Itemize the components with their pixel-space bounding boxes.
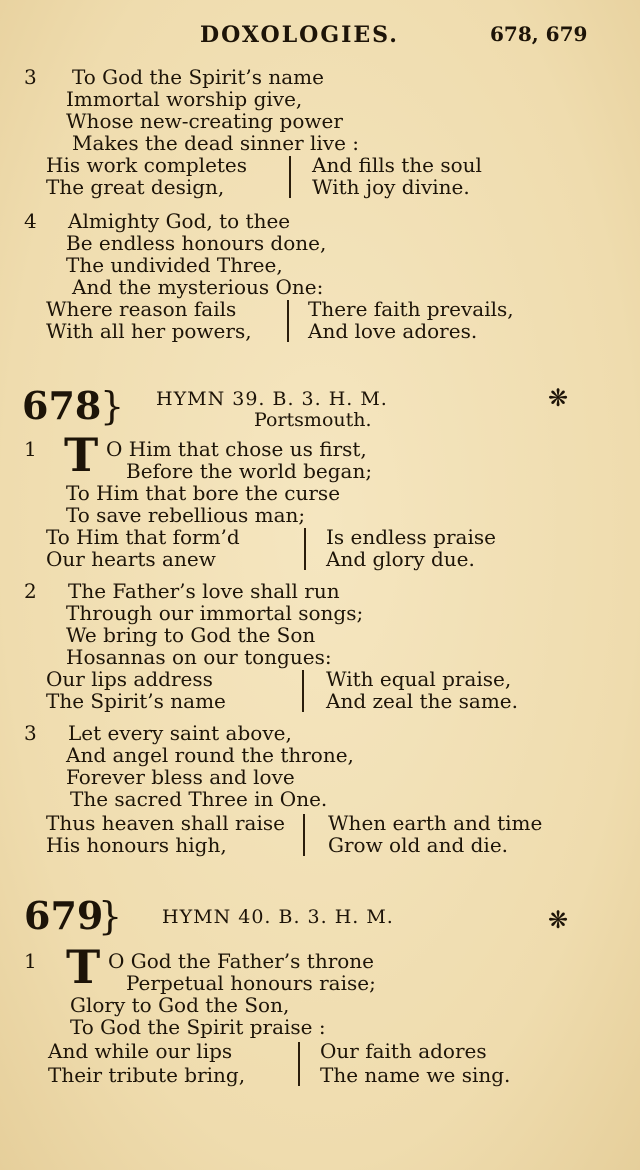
verse-line: Through our immortal songs; <box>66 601 364 625</box>
verse-line: And angel round the throne, <box>66 743 354 767</box>
verse-line-right: Is endless praise <box>326 525 496 549</box>
verse-line-left: His honours high, <box>46 833 227 857</box>
verse-line: Forever bless and love <box>66 765 295 789</box>
verse-line: Whose new-creating power <box>66 109 343 133</box>
verse-line: To save rebellious man; <box>66 503 306 527</box>
verse-line: Before the world began; <box>126 459 373 483</box>
verse-line-right: And love adores. <box>308 319 478 343</box>
verse-line: O God the Father’s throne <box>108 949 375 973</box>
column-divider <box>304 528 306 570</box>
verse-line-right: Our faith adores <box>320 1039 487 1063</box>
verse-line-left: And while our lips <box>48 1039 233 1063</box>
verse-line-right: Grow old and die. <box>328 833 509 857</box>
verse-line: We bring to God the Son <box>66 623 316 647</box>
verse-line-right: And glory due. <box>326 547 475 571</box>
verse-line-left: With all her powers, <box>46 319 252 343</box>
verse-line-right: And fills the soul <box>312 153 482 177</box>
verse-line-left: The Spirit’s name <box>46 689 226 713</box>
verse-line-right: With equal praise, <box>326 667 512 691</box>
drop-cap: T <box>64 428 99 482</box>
verse-line-right: The name we sing. <box>320 1063 511 1087</box>
verse-line-right: When earth and time <box>328 811 543 835</box>
verse-line: Almighty God, to thee <box>68 209 291 233</box>
verse-number: 2 <box>24 579 37 603</box>
verse-line-left: Where reason fails <box>46 297 237 321</box>
verse-line: To Him that bore the curse <box>66 481 341 505</box>
hymn-number: 679 <box>24 893 104 938</box>
verse-line: Let every saint above, <box>68 721 292 745</box>
verse-line-left: Our lips address <box>46 667 213 691</box>
brace: } <box>100 384 125 428</box>
verse-line: Immortal worship give, <box>66 87 303 111</box>
column-divider <box>302 670 304 712</box>
ornament-icon: ❋ <box>548 384 569 412</box>
page-title: DOXOLOGIES. <box>200 22 399 48</box>
column-divider <box>303 814 305 856</box>
verse-line: The sacred Three in One. <box>70 787 328 811</box>
page-numbers: 678, 679 <box>490 22 588 46</box>
verse-number: 1 <box>24 949 37 973</box>
verse-line-right: And zeal the same. <box>326 689 518 713</box>
verse-line-right: There faith prevails, <box>308 297 514 321</box>
hymn-heading: HYMN 39. B. 3. H. M. <box>156 388 388 410</box>
verse-line: To God the Spirit’s name <box>72 65 324 89</box>
verse-line: The Father’s love shall run <box>68 579 340 603</box>
verse-line: The undivided Three, <box>66 253 283 277</box>
tune-name: Portsmouth. <box>254 409 372 431</box>
verse-line-left: His work completes <box>46 153 248 177</box>
verse-line-right: With joy divine. <box>312 175 470 199</box>
hymn-heading: HYMN 40. B. 3. H. M. <box>162 906 394 928</box>
verse-line-left: The great design, <box>46 175 225 199</box>
brace: } <box>98 894 123 938</box>
verse-line: Perpetual honours raise; <box>126 971 376 995</box>
verse-line: Glory to God the Son, <box>70 993 290 1017</box>
verse-number: 4 <box>24 209 37 233</box>
verse-line: To God the Spirit praise : <box>70 1015 326 1039</box>
hymn-number: 678 <box>22 383 102 428</box>
running-header <box>0 22 640 52</box>
verse-number: 1 <box>24 437 37 461</box>
verse-number: 3 <box>24 65 37 89</box>
verse-line: And the mysterious One: <box>72 275 324 299</box>
drop-cap: T <box>66 940 101 994</box>
verse-line-left: Their tribute bring, <box>48 1063 246 1087</box>
verse-line: Hosannas on our tongues: <box>66 645 332 669</box>
verse-number: 3 <box>24 721 37 745</box>
verse-line: Be endless honours done, <box>66 231 327 255</box>
column-divider <box>289 156 291 198</box>
column-divider <box>298 1042 300 1086</box>
column-divider <box>287 300 289 342</box>
verse-line: O Him that chose us first, <box>106 437 367 461</box>
verse-line: Makes the dead sinner live : <box>72 131 360 155</box>
ornament-icon: ❋ <box>548 906 569 934</box>
verse-line-left: Our hearts anew <box>46 547 216 571</box>
verse-line-left: Thus heaven shall raise <box>46 811 285 835</box>
verse-line-left: To Him that form’d <box>46 525 240 549</box>
